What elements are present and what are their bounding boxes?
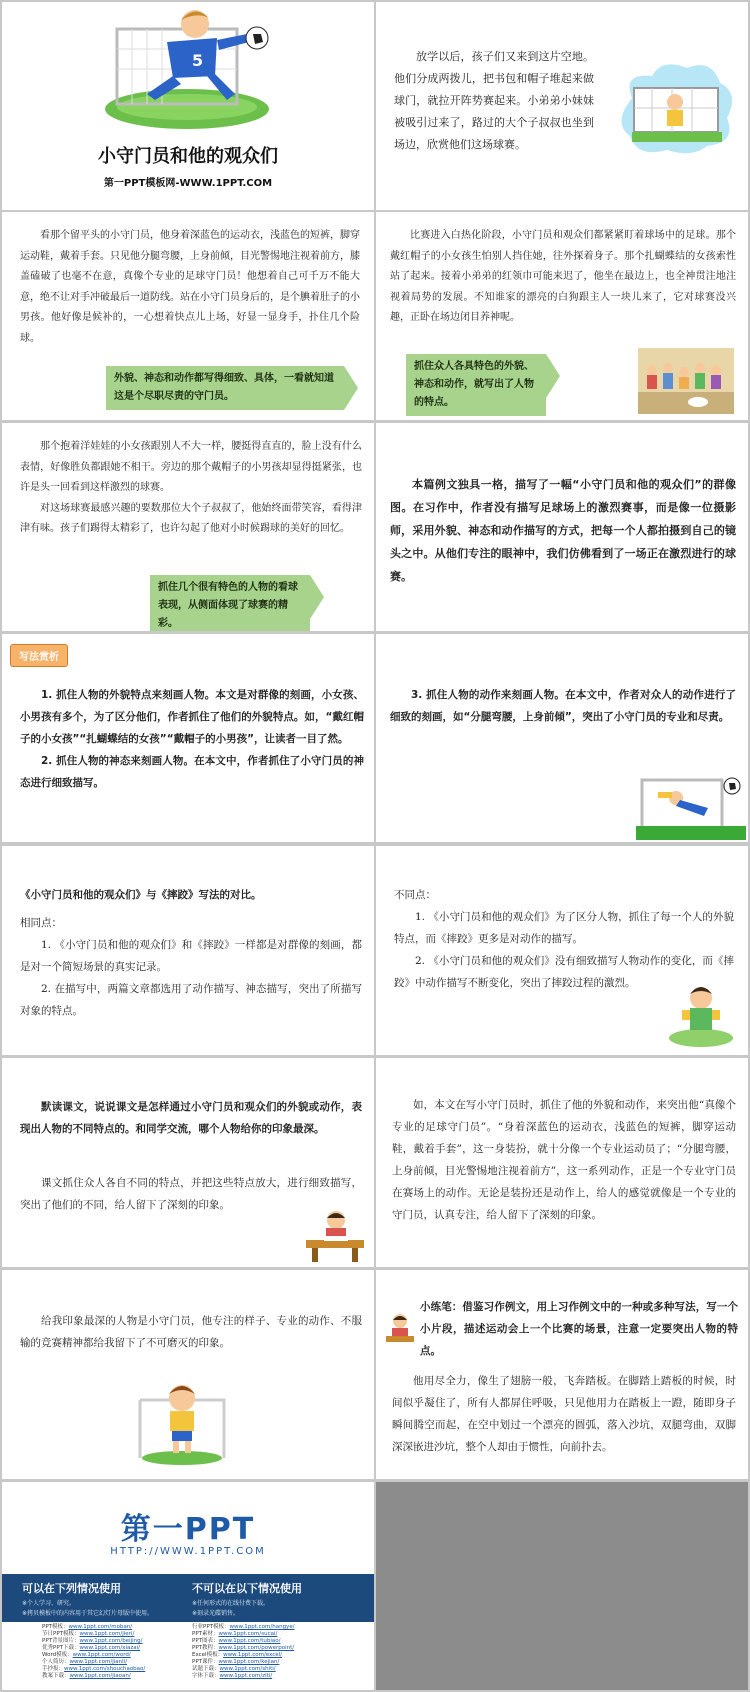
link-row [42, 1638, 145, 1645]
page-subtitle: 第一PPT模板网-WWW.1PPT.COM [103, 178, 273, 189]
slide-1-cover [2, 2, 374, 210]
empty-area [376, 1482, 748, 1690]
link-url[interactable]: www.1ppt.com/jieri/ [79, 1631, 135, 1637]
cannot-use-item: ※刻录光碟销售。 [192, 1610, 240, 1617]
slide-5-text: 那个抱着洋娃娃的小女孩跟别人不大一样，腰挺得直直的，脸上没有什么表情，好像胜负都跟她不相干。旁边的那个戴帽子的小男孩却显得挺紧张，也许是头一回看到这样激烈的球赛。 对这场球赛最感兴趣的要数那位大个子叔叔了，他始终面带笑容，看得津津有味。孩子们踢得太精彩了，也许勾起了他对小时候踢球的美好的回忆。 [20, 441, 362, 534]
slide-15-credits [2, 1482, 374, 1690]
link-url[interactable]: www.1ppt.com/moban/ [68, 1624, 133, 1630]
slide-5 [2, 423, 374, 631]
link-row [42, 1659, 145, 1666]
link-row [42, 1666, 145, 1673]
link-row [192, 1673, 295, 1680]
goalkeeper-small-illustration [666, 976, 736, 1048]
can-use-title: 可以在下列情况使用 [22, 1582, 121, 1595]
link-label: 个人简历： [42, 1659, 70, 1665]
can-use-item: ※拷贝模板中的内容用于其它幻灯片母版中使用。 [22, 1610, 154, 1617]
slide-11-question: 默读课文，说说课文是怎样通过小守门员和观众们的外貌或动作，表现出人物的不同特点的。和同学交流，哪个人物给你的印象最深。 [20, 1101, 362, 1135]
slide-4-text: 比赛进入白热化阶段，小守门员和观众们都紧紧盯着球场中的足球。那个戴红帽子的小女孩生怕别人挡住她，往外探着身子。那个扎蝴蝶结的女孩索性站了起来。接着小弟弟的红领巾可能来迟了，他坐在最边上，也全神贯注地注视着局势的发展。不知谁家的漂亮的白狗跟主人一块儿来了，它对球赛没兴趣，正卧在场边闭目养神呢。 [390, 230, 736, 323]
link-url[interactable]: www.1ppt.com/xiazai/ [79, 1645, 141, 1651]
link-row [192, 1659, 295, 1666]
slide-13-text: 给我印象最深的人物是小守门员，他专注的样子、专业的动作、不服输的竞赛精神都给我留下了不可磨灭的印象。 [20, 1315, 362, 1349]
slide-11 [2, 1058, 374, 1267]
link-url[interactable]: www.1ppt.com/excel/ [223, 1652, 283, 1658]
link-url[interactable]: www.1ppt.com/beijing/ [79, 1638, 143, 1644]
slide-7 [2, 634, 374, 842]
brand-logo: 第一PPT [120, 1512, 256, 1547]
cannot-use-title: 不可以在以下情况使用 [192, 1582, 302, 1595]
link-url[interactable]: www.1ppt.com/tubiao/ [218, 1638, 281, 1644]
annotation-tag: 抓住众人各具特色的外貌、神态和动作，就写出了人物的特点。 [406, 354, 546, 416]
link-row [192, 1652, 295, 1659]
link-label: 教案下载： [42, 1673, 70, 1679]
slide-2-text: 放学以后，孩子们又来到这片空地。他们分成两拨儿，把书包和帽子堆起来做球门，就拉开阵势赛起来。小弟弟小妹妹被吸引过来了，路过的大个子叔叔也坐到场边，欣赏他们这场球赛。 [394, 50, 594, 151]
link-url[interactable]: www.1ppt.com/shiti/ [219, 1666, 276, 1672]
slide-14-task: 小练笔：借鉴习作例文，用上习作例文中的一种或多种写法，写一个小片段，描述运动会上一个比赛的场景，注意一定要突出人物的特点。 [420, 1301, 738, 1357]
slide-2 [376, 2, 748, 210]
link-row [42, 1624, 145, 1631]
slide-8 [376, 634, 748, 842]
link-row [192, 1666, 295, 1673]
annotation-tag: 外貌、神态和动作都写得细致、具体，一看就知道这是个尽职尽责的守门员。 [106, 366, 344, 410]
method-tag: 写法赏析 [10, 644, 68, 667]
link-url[interactable]: www.1ppt.com/ziti/ [219, 1673, 273, 1679]
link-row [192, 1624, 295, 1631]
slide-6-text: 本篇例文独具一格，描写了一幅“小守门员和他的观众们”的群像图。在习作中，作者没有描写足球场上的激烈赛事，而是像一位摄影师，采用外貌、神态和动作描写的方式，把每一个人都拍摄到自己的镜头之中。从他们专注的眼神中，我们仿佛看到了一场正在激烈进行的球赛。 [390, 478, 736, 583]
link-url[interactable]: www.1ppt.com/hangye/ [229, 1624, 295, 1630]
link-row [42, 1645, 145, 1652]
link-url[interactable]: www.1ppt.com/powerpoint/ [218, 1645, 295, 1651]
svg-text:5: 5 [192, 51, 204, 70]
link-url[interactable]: www.1ppt.com/shouchaobao/ [64, 1666, 146, 1672]
link-url[interactable]: www.1ppt.com/jiaoan/ [69, 1673, 131, 1679]
link-url[interactable]: www.1ppt.com/sucai/ [218, 1631, 278, 1637]
slide-10 [376, 846, 748, 1055]
link-label: 试题下载： [192, 1666, 220, 1672]
link-label: 手抄报： [42, 1666, 65, 1672]
slide-7-text: 1. 抓住人物的外貌特点来刻画人物。本文是对群像的刻画，小女孩、小男孩有多个，为了区分他们，作者抓住了他们的外貌特点。如，“戴红帽子的小女孩”“扎蝴蝶结的女孩”“戴帽子的小男孩”，让读者一目了然。 2. 抓住人物的神态来刻画人物。在本文中，作者抓住了小守门员的神态进行细致描写。 [20, 689, 364, 789]
student-icon [386, 1312, 414, 1346]
link-row [192, 1645, 295, 1652]
link-label: 行业PPT模板： [192, 1624, 230, 1630]
student-desk-illustration [302, 1208, 368, 1264]
page-title: 小守门员和他的观众们 [98, 146, 278, 167]
link-label: Excel模板： [192, 1652, 224, 1658]
slide-14 [376, 1270, 748, 1479]
cannot-use-item: ※任何形式的在线付费下载。 [192, 1600, 270, 1607]
slide-9 [2, 846, 374, 1055]
link-label: PPT背景图片： [42, 1638, 80, 1644]
can-use-item: ※个人学习、研究。 [22, 1600, 76, 1607]
slide-11-answer: 课文抓住众人各自不同的特点，并把这些特点放大，进行细致描写，突出了他们的不同，给人留下了深刻的印象。 [20, 1177, 362, 1211]
goalkeeper-dive-illustration [636, 774, 746, 840]
boy-goal-illustration [132, 1370, 232, 1466]
link-label: 节日PPT模板： [42, 1631, 80, 1637]
link-row [42, 1673, 145, 1680]
goalkeeper-illustration [97, 4, 277, 129]
link-label: 字体下载： [192, 1673, 220, 1679]
slide-8-text: 3. 抓住人物的动作来刻画人物。在本文中，作者对众人的动作进行了细致的刻画，如“分腿弯腰，上身前倾”，突出了小守门员的专业和尽责。 [390, 689, 736, 723]
link-label: 优秀PPT下载： [42, 1645, 80, 1651]
link-row [192, 1631, 295, 1638]
slide-13 [2, 1270, 374, 1479]
links-right-column [192, 1624, 295, 1680]
slide-3-text: 看那个留平头的小守门员，他身着深蓝色的运动衣，浅蓝色的短裤，脚穿运动鞋，戴着手套。只见他分腿弯腰，上身前倾，目光警惕地注视着前方，膝盖磕破了也毫不在意，真像个专业的足球守门员！他想着自己可千万不能大意，绝不让对手冲破最后一道防线。站在小守门员身后的，是个腆着肚子的小男孩。他好像是候补的，一心想着快点儿上场，好显一显身手，扑住几个险球。 [20, 230, 360, 344]
link-label: PPT模板： [42, 1624, 69, 1630]
slide-6 [376, 423, 748, 631]
link-label: PPT图表： [192, 1638, 219, 1644]
link-label: Word模板： [42, 1652, 73, 1658]
link-url[interactable]: www.1ppt.com/jianli/ [69, 1659, 128, 1665]
annotation-tag: 抓住几个很有特色的人物的看球表现，从侧面体现了球赛的精彩。 [150, 575, 310, 631]
link-row [42, 1652, 145, 1659]
slide-10-text: 不同点： 1. 《小守门员和他的观众们》为了区分人物，抓住了每一个人的外貌特点，而《摔跤》更多是对动作的描写。 2. 《小守门员和他的观众们》没有细致描写人物动作的变化，而《摔跤》中动作描写不断变化，突出了摔跤过程的激烈。 [394, 889, 734, 989]
brand-url[interactable]: HTTP://WWW.1PPT.COM [110, 1546, 266, 1557]
link-url[interactable]: www.1ppt.com/kejian/ [218, 1659, 280, 1665]
slide-3 [2, 212, 374, 420]
goalkeeper-cloud-illustration [612, 58, 740, 158]
link-label: PPT课件： [192, 1659, 219, 1665]
link-row [42, 1631, 145, 1638]
slide-12 [376, 1058, 748, 1267]
slide-14-text: 他用尽全力，像生了翅膀一般，飞奔踏板。在脚踏上踏板的时候，时间似乎凝住了，所有人都屏住呼吸，只见他用力在踏板上一蹬，随即身子瞬间腾空而起，在空中划过一个漂亮的圆弧，落入沙坑，双腿弯曲，双脚深深嵌进沙坑，整个人却由于惯性，向前扑去。 [392, 1375, 736, 1453]
crowd-illustration [638, 348, 734, 414]
link-row [192, 1638, 295, 1645]
link-label: PPT素材： [192, 1631, 219, 1637]
links-table [2, 1622, 374, 1690]
slide-12-text: 如，本文在写小守门员时，抓住了他的外貌和动作，来突出他“真像个专业的足球守门员”。“身着深蓝色的运动衣，浅蓝色的短裤，脚穿运动鞋，戴着手套”，这一身装扮，就十分像一个专业运动员了；“分腿弯腰，上身前倾，目光警惕地注视着前方”，这一系列动作，正是一个专业守门员在赛场上的动作。无论是装扮还是动作上，给人的感觉就像是一个专业的守门员，认真专注，给人留下了深刻的印象。 [392, 1099, 736, 1221]
slide-9-text: 《小守门员和他的观众们》与《摔跤》写法的对比。 相同点： 1. 《小守门员和他的观众们》和《摔跤》一样都是对群像的刻画，都是对一个简短场景的真实记录。 2. 在描写中，两篇文章都选用了动作描写、神态描写，突出了所描写对象的特点。 [20, 889, 362, 1017]
link-label: PPT教程： [192, 1645, 219, 1651]
links-left-column [42, 1624, 145, 1680]
slide-4 [376, 212, 748, 420]
link-url[interactable]: www.1ppt.com/word/ [72, 1652, 131, 1658]
